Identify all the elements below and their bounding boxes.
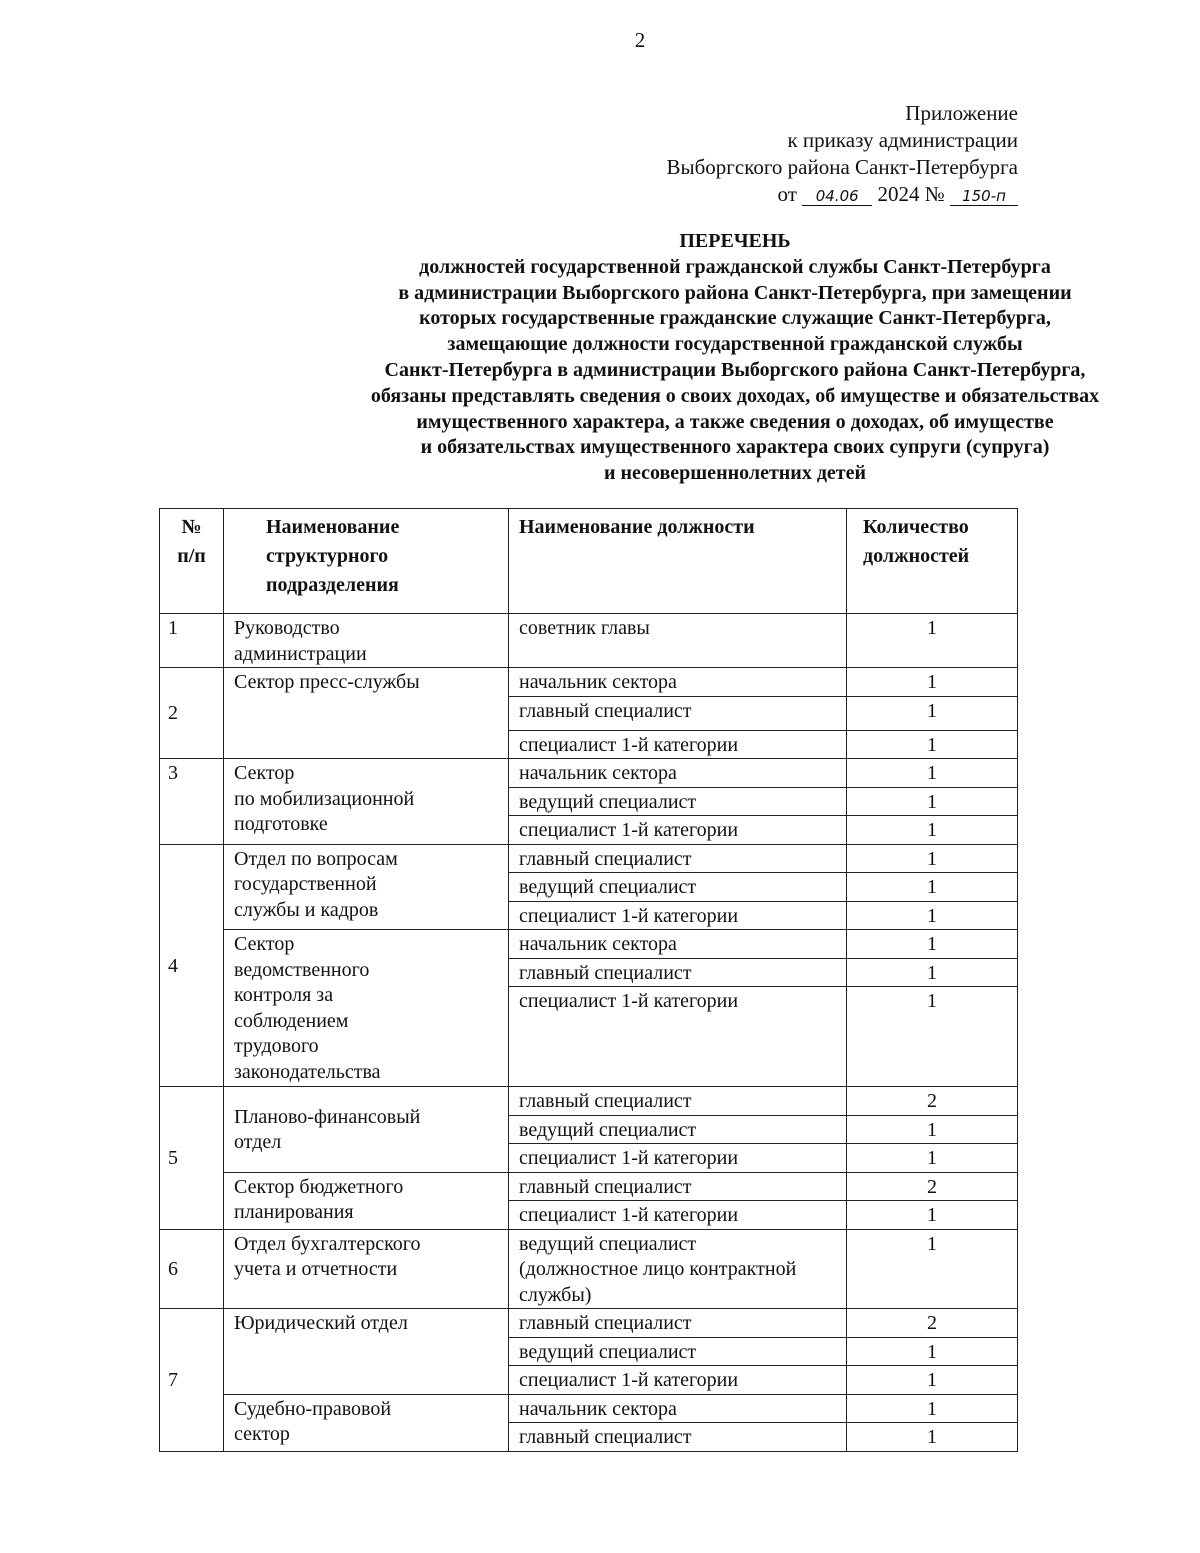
unit-name: Сектор пресс-службы: [224, 668, 509, 759]
appendix-line: Выборгского района Санкт-Петербурга: [666, 155, 1018, 179]
position-name: специалист 1-й категории: [509, 987, 847, 1087]
position-line: службы): [519, 1283, 592, 1306]
unit-name: [224, 1172, 509, 1229]
position-count: 1: [847, 759, 1018, 788]
document-title: [160, 229, 1200, 487]
position-name: главный специалист: [509, 1423, 847, 1452]
table-row: [160, 1172, 1018, 1201]
row-number: 2: [160, 668, 224, 759]
unit-line: законодательства: [234, 1060, 381, 1083]
position-name: специалист 1-й категории: [509, 901, 847, 930]
row-number: 6: [160, 1229, 224, 1309]
header-position: Наименование должности: [509, 509, 847, 614]
unit-line: службы и кадров: [234, 898, 379, 921]
title-line: обязаны представлять сведения о своих доходах, об имуществе и обязательствах: [370, 384, 1100, 407]
unit-name: [224, 930, 509, 1087]
position-name: главный специалист: [509, 1172, 847, 1201]
position-count: 1: [847, 1144, 1018, 1173]
unit-line: государственной: [234, 873, 377, 895]
position-count: 1: [847, 1394, 1018, 1423]
table-header-row: [160, 509, 1018, 614]
table-row: [160, 759, 1018, 788]
unit-line: по мобилизационной: [234, 787, 415, 810]
table-row: [160, 1394, 1018, 1423]
position-count: 1: [847, 1337, 1018, 1366]
unit-line: Сектор: [234, 762, 295, 784]
handwritten-order-number: 150-п: [950, 187, 1018, 206]
page-number: 2: [634, 28, 646, 52]
unit-line: трудового: [234, 1035, 319, 1057]
unit-line: Отдел по вопросам: [234, 847, 398, 870]
unit-name: [224, 759, 509, 845]
position-name: главный специалист: [509, 696, 847, 730]
title-line: в администрации Выборгского района Санкт-Петербурга, при замещении: [398, 281, 1072, 304]
title-heading: ПЕРЕЧЕНЬ: [679, 230, 791, 252]
title-line: и обязательствах имущественного характера своих супруги (супруга): [420, 436, 1050, 459]
unit-line: Сектор бюджетного: [234, 1175, 404, 1198]
title-line: и несовершеннолетних детей: [603, 462, 867, 485]
position-count: 1: [847, 1115, 1018, 1144]
position-count: 1: [847, 958, 1018, 987]
position-name: ведущий специалист: [509, 1337, 847, 1366]
position-count: 1: [847, 1229, 1018, 1309]
position-count: 1: [847, 873, 1018, 902]
row-number: 1: [160, 614, 224, 668]
position-name: специалист 1-й категории: [509, 1144, 847, 1173]
unit-name: [224, 614, 509, 668]
unit-name: Юридический отдел: [224, 1309, 509, 1395]
date-prefix: от: [777, 182, 797, 206]
unit-line: планирования: [234, 1201, 354, 1223]
position-count: 1: [847, 987, 1018, 1087]
unit-line: администрации: [234, 642, 367, 665]
row-number: 5: [160, 1087, 224, 1230]
table-row: [160, 668, 1018, 697]
title-line: имущественного характера, а также сведения о доходах, об имуществе: [416, 410, 1054, 433]
position-count: 1: [847, 1423, 1018, 1452]
row-number: 7: [160, 1309, 224, 1452]
position-line: ведущий специалист: [519, 1232, 697, 1255]
header-text: №: [181, 516, 202, 538]
table-row: [160, 614, 1018, 668]
unit-line: Сектор: [234, 933, 295, 955]
header-text: п/п: [177, 545, 206, 567]
position-count: 1: [847, 696, 1018, 730]
table-row: [160, 1087, 1018, 1116]
appendix-line: к приказу администрации: [787, 128, 1018, 152]
position-name: специалист 1-й категории: [509, 730, 847, 759]
unit-name: [224, 1087, 509, 1173]
unit-line: учета и отчетности: [234, 1258, 398, 1280]
handwritten-date: 04.06: [802, 187, 872, 206]
unit-name: [224, 1394, 509, 1451]
appendix-block: [666, 100, 1018, 208]
header-unit: [224, 509, 509, 614]
position-count: 2: [847, 1087, 1018, 1116]
row-number: 3: [160, 759, 224, 845]
position-count: 1: [847, 1366, 1018, 1395]
unit-line: подготовке: [234, 813, 328, 835]
position-count: 2: [847, 1309, 1018, 1338]
header-text: Количество: [863, 516, 969, 538]
position-count: 1: [847, 730, 1018, 759]
position-name: специалист 1-й категории: [509, 1201, 847, 1230]
unit-line: сектор: [234, 1423, 290, 1445]
position-name: главный специалист: [509, 958, 847, 987]
position-count: 1: [847, 614, 1018, 668]
unit-line: соблюдением: [234, 1009, 349, 1032]
position-name: специалист 1-й категории: [509, 1366, 847, 1395]
position-name: начальник сектора: [509, 668, 847, 697]
position-count: 1: [847, 668, 1018, 697]
position-name: начальник сектора: [509, 930, 847, 959]
unit-line: Судебно-правовой: [234, 1397, 392, 1420]
position-name: ведущий специалист: [509, 873, 847, 902]
position-name: главный специалист: [509, 844, 847, 873]
header-text: подразделения: [266, 574, 399, 596]
position-count: 1: [847, 1201, 1018, 1230]
title-line: которых государственные гражданские служащие Санкт-Петербурга,: [419, 307, 1051, 330]
unit-line: контроля за: [234, 984, 334, 1006]
position-name: ведущий специалист: [509, 787, 847, 816]
header-number: [160, 509, 224, 614]
header-text: Наименование: [266, 516, 400, 538]
position-count: 1: [847, 787, 1018, 816]
position-name: главный специалист: [509, 1309, 847, 1338]
table-row: [160, 844, 1018, 873]
position-name: начальник сектора: [509, 759, 847, 788]
position-count: 1: [847, 844, 1018, 873]
table-row: [160, 1309, 1018, 1338]
position-count: 1: [847, 816, 1018, 845]
title-line: должностей государственной гражданской службы Санкт-Петербурга: [419, 255, 1051, 278]
position-name: [509, 1229, 847, 1309]
header-text: структурного: [266, 545, 389, 567]
position-line: (должностное лицо контрактной: [519, 1258, 797, 1280]
position-count: 2: [847, 1172, 1018, 1201]
appendix-line: Приложение: [905, 101, 1018, 125]
position-count: 1: [847, 930, 1018, 959]
row-number: 4: [160, 844, 224, 1087]
unit-line: ведомственного: [234, 958, 370, 981]
unit-line: Отдел бухгалтерского: [234, 1232, 421, 1255]
position-name: главный специалист: [509, 1087, 847, 1116]
position-name: советник главы: [509, 614, 847, 668]
position-name: начальник сектора: [509, 1394, 847, 1423]
positions-table: [159, 508, 1018, 1452]
header-text: должностей: [863, 545, 970, 567]
unit-line: Руководство: [234, 617, 340, 639]
year-label: 2024 №: [877, 182, 945, 206]
table-row: [160, 1229, 1018, 1309]
header-count: [847, 509, 1018, 614]
unit-line: Планово-финансовый: [234, 1105, 421, 1128]
title-line: замещающие должности государственной гражданской службы: [447, 333, 1023, 356]
position-count: 1: [847, 901, 1018, 930]
unit-name: [224, 844, 509, 930]
title-line: Санкт-Петербурга в администрации Выборгского района Санкт-Петербурга,: [384, 358, 1086, 381]
position-name: специалист 1-й категории: [509, 816, 847, 845]
unit-name: [224, 1229, 509, 1309]
appendix-date-line: [666, 181, 1018, 208]
position-name: ведущий специалист: [509, 1115, 847, 1144]
table-row: [160, 930, 1018, 959]
unit-line: отдел: [234, 1131, 282, 1154]
